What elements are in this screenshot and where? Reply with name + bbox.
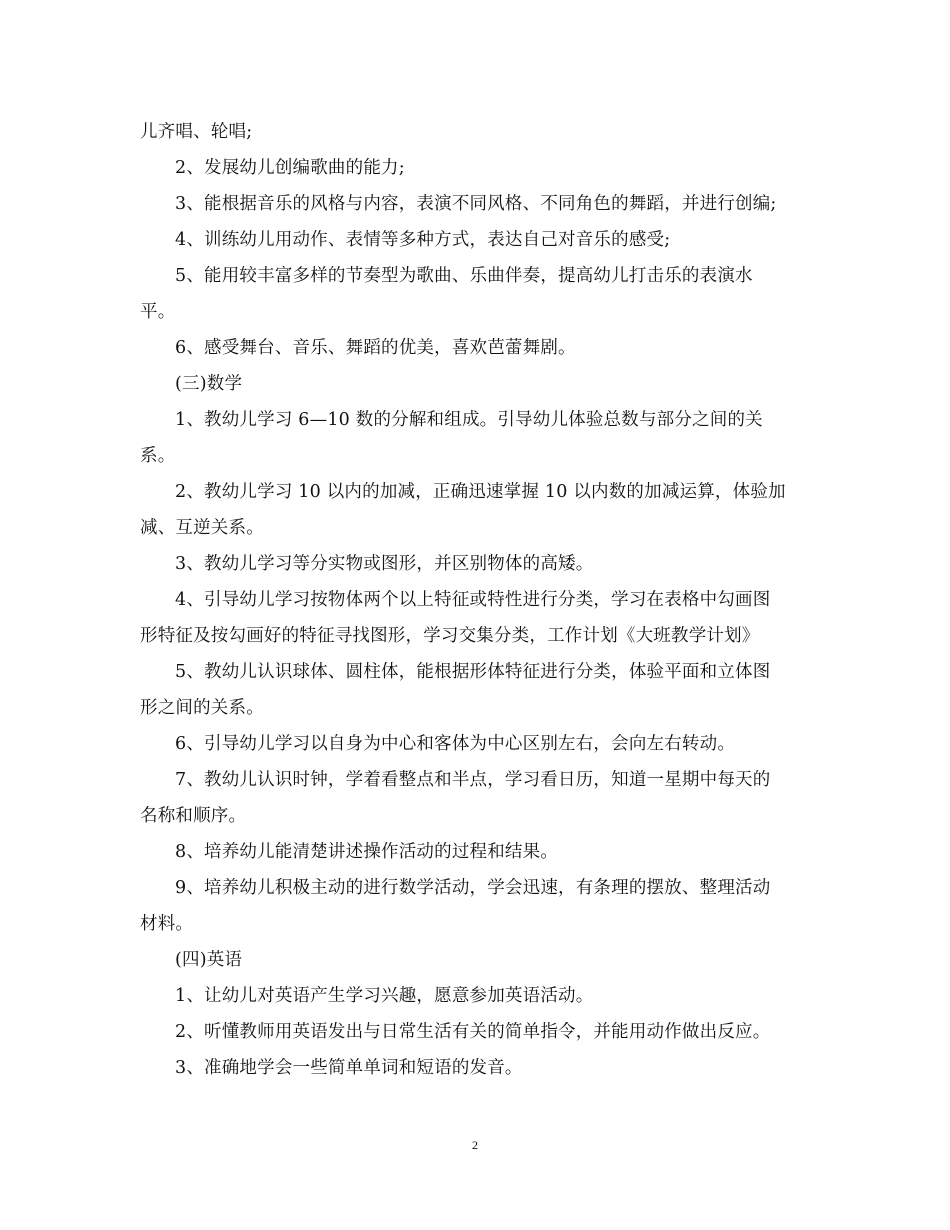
text-line-12: 减、互逆关系。 [140,518,264,538]
section-heading-math: (三)数学 [175,374,243,394]
text-line-11: 2、教幼儿学习 10 以内的加减，正确迅速掌握 10 以内数的加减运算，体验加 [175,482,786,502]
text-line-23: 材料。 [140,914,194,934]
text-line-5: 5、能用较丰富多样的节奏型为歌曲、乐曲伴奏，提高幼儿打击乐的表演水 [175,266,753,286]
text-line-6: 平。 [140,302,176,322]
text-line-10: 系。 [140,446,176,466]
text-line-9: 1、教幼儿学习 6—10 数的分解和组成。引导幼儿体验总数与部分之间的关 [175,410,763,430]
section-heading-english: (四)英语 [175,950,243,970]
text-line-1: 儿齐唱、轮唱; [140,122,253,142]
text-line-22: 9、培养幼儿积极主动的进行数学活动，学会迅速，有条理的摆放、整理活动 [175,878,771,898]
text-line-17: 形之间的关系。 [140,698,264,718]
page-number: 2 [472,1138,478,1152]
text-line-7: 6、感受舞台、音乐、舞蹈的优美，喜欢芭蕾舞剧。 [175,338,576,358]
text-line-4: 4、训练幼儿用动作、表情等多种方式，表达自己对音乐的感受; [175,230,671,250]
text-line-27: 3、准确地学会一些简单单词和短语的发音。 [175,1058,523,1078]
text-line-26: 2、听懂教师用英语发出与日常生活有关的简单指令，并能用动作做出反应。 [175,1022,771,1042]
text-line-21: 8、培养幼儿能清楚讲述操作活动的过程和结果。 [175,842,559,862]
text-line-13: 3、教幼儿学习等分实物或图形，并区别物体的高矮。 [175,554,594,574]
text-line-3: 3、能根据音乐的风格与内容，表演不同风格、不同角色的舞蹈，并进行创编; [175,194,777,214]
text-line-14: 4、引导幼儿学习按物体两个以上特征或特性进行分类，学习在表格中勾画图 [175,590,771,610]
text-line-16: 5、教幼儿认识球体、圆柱体，能根据形体特征进行分类，体验平面和立体图 [175,662,771,682]
text-line-18: 6、引导幼儿学习以自身为中心和客体为中心区别左右，会向左右转动。 [175,734,736,754]
text-line-25: 1、让幼儿对英语产生学习兴趣，愿意参加英语活动。 [175,986,594,1006]
text-line-20: 名称和顺序。 [140,806,247,826]
text-line-19: 7、教幼儿认识时钟，学着看整点和半点，学习看日历，知道一星期中每天的 [175,770,771,790]
document-body [140,119,820,1091]
text-line-2: 2、发展幼儿创编歌曲的能力; [175,158,405,178]
text-line-15: 形特征及按勾画好的特征寻找图形，学习交集分类，工作计划《大班教学计划》 [140,626,760,646]
